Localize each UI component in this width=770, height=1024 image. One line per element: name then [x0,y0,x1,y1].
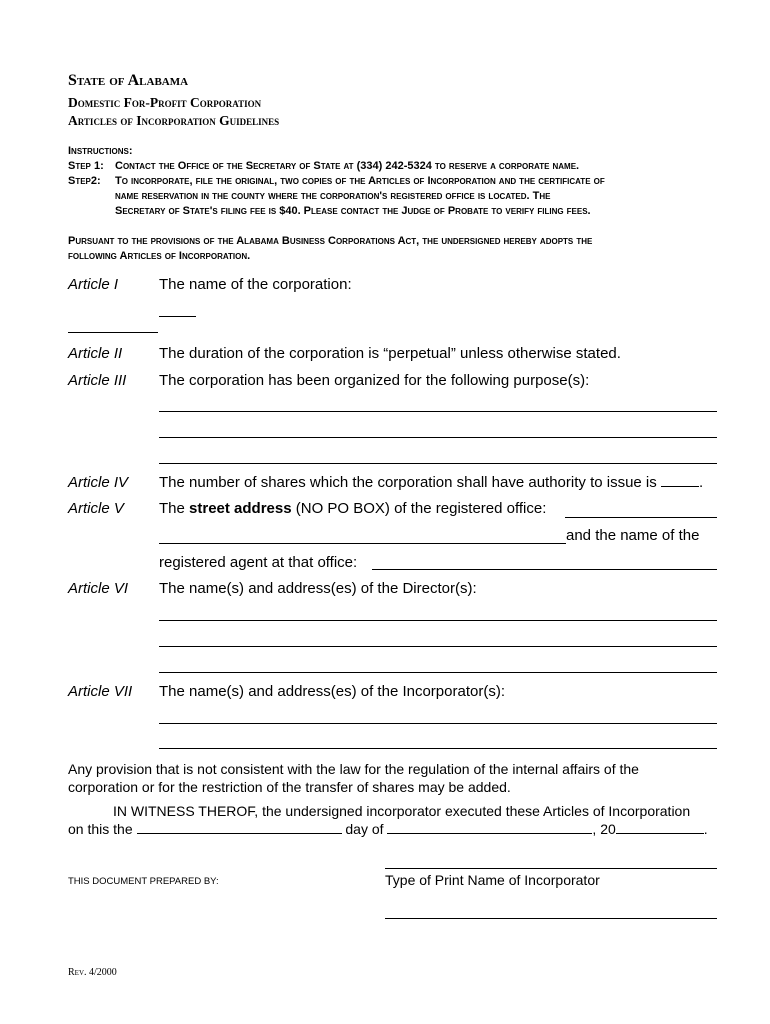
state-title: State of Alabama [68,72,189,89]
directors-field-2[interactable] [159,646,717,647]
step2-text-line1: To incorporate, file the original, two copies of the Articles of Incorporation and the certificate of [115,175,605,187]
registered-agent-field[interactable] [372,569,717,570]
article-5-line3: registered agent at that office: [159,554,358,571]
article-6-text: The name(s) and address(es) of the Director(s): [159,580,477,597]
step2-text-line3: Secretary of State's filing fee is $40. Please contact the Judge of Probate to verify filing fees. [115,205,591,217]
witness-twenty: , 20 [592,821,616,837]
article-5-pre: The [159,500,190,517]
provision-line1: Any provision that is not consistent with the law for the regulation of the internal affairs of the [68,761,639,777]
step1-text: Contact the Office of the Secretary of State at (334) 242-5324 to reserve a corporate name. [115,160,580,172]
registered-office-field-2[interactable] [159,543,566,544]
provision-line2: corporation or for the restriction of the transfer of shares may be added. [68,779,511,795]
article-4-period: . [698,474,704,491]
witness-month-field[interactable] [387,821,592,834]
corporation-name-field[interactable] [68,332,158,333]
purpose-field-2[interactable] [159,437,717,438]
step2-text-line2: name reservation in the county where the corporation's registered office is located. The [115,190,551,202]
witness-line1: IN WITNESS THEROF, the undersigned incorporator executed these Articles of Incorporation [113,803,691,819]
witness-year-field[interactable] [616,821,704,834]
corporation-name-field-short[interactable] [159,316,196,317]
purpose-field-3[interactable] [159,463,717,464]
article-7-label: Article VII [68,683,133,700]
purpose-field-1[interactable] [159,411,717,412]
witness-on-this: on this the [68,821,137,837]
registered-office-field-1[interactable] [565,517,717,518]
witness-day-of: day of [341,821,388,837]
article-3-text: The corporation has been organized for the following purpose(s): [159,372,590,389]
preamble-line1: Pursuant to the provisions of the Alabama Business Corporations Act, the undersigned hereby adopts the [68,235,593,247]
article-5-line2-tail: and the name of the [566,527,700,544]
article-6-label: Article VI [68,580,129,597]
form-subtitle-1: Domestic For-Profit Corporation [68,95,262,110]
witness-line2 [68,821,708,837]
article-4-text [159,474,703,491]
witness-day-field[interactable] [137,821,342,834]
incorporators-field-1[interactable] [159,723,717,724]
article-1-label: Article I [68,276,119,293]
article-5-text [159,500,546,517]
revision-label: Rev. 4/2000 [68,967,117,978]
form-subtitle-2: Articles of Incorporation Guidelines [68,113,280,128]
article-3-label: Article III [68,372,127,389]
incorporators-field-2[interactable] [159,748,717,749]
step2-label: Step2: [68,175,101,187]
directors-field-3[interactable] [159,672,717,673]
article-2-text: The duration of the corporation is “perpetual” unless otherwise stated. [159,345,621,362]
print-name-label: Type of Print Name of Incorporator [385,872,600,888]
article-4-sentence: The number of shares which the corporation shall have authority to issue is [159,474,661,491]
article-5-bold: street address [189,500,292,517]
article-5-label: Article V [68,500,124,517]
shares-field[interactable] [661,474,699,487]
preamble-line2: following Articles of Incorporation. [68,250,251,262]
instructions-label: Instructions: [68,145,133,157]
article-1-text: The name of the corporation: [159,276,352,293]
witness-period: . [703,821,708,837]
step1-label: Step 1: [68,160,104,172]
directors-field-1[interactable] [159,620,717,621]
incorporator-signature-line[interactable] [385,868,717,869]
prepared-by-label: THIS DOCUMENT PREPARED BY: [68,876,219,887]
print-name-line[interactable] [385,918,717,919]
article-4-label: Article IV [68,474,129,491]
article-7-text: The name(s) and address(es) of the Incorporator(s): [159,683,505,700]
article-5-post: (NO PO BOX) of the registered office: [291,500,547,517]
article-2-label: Article II [68,345,123,362]
